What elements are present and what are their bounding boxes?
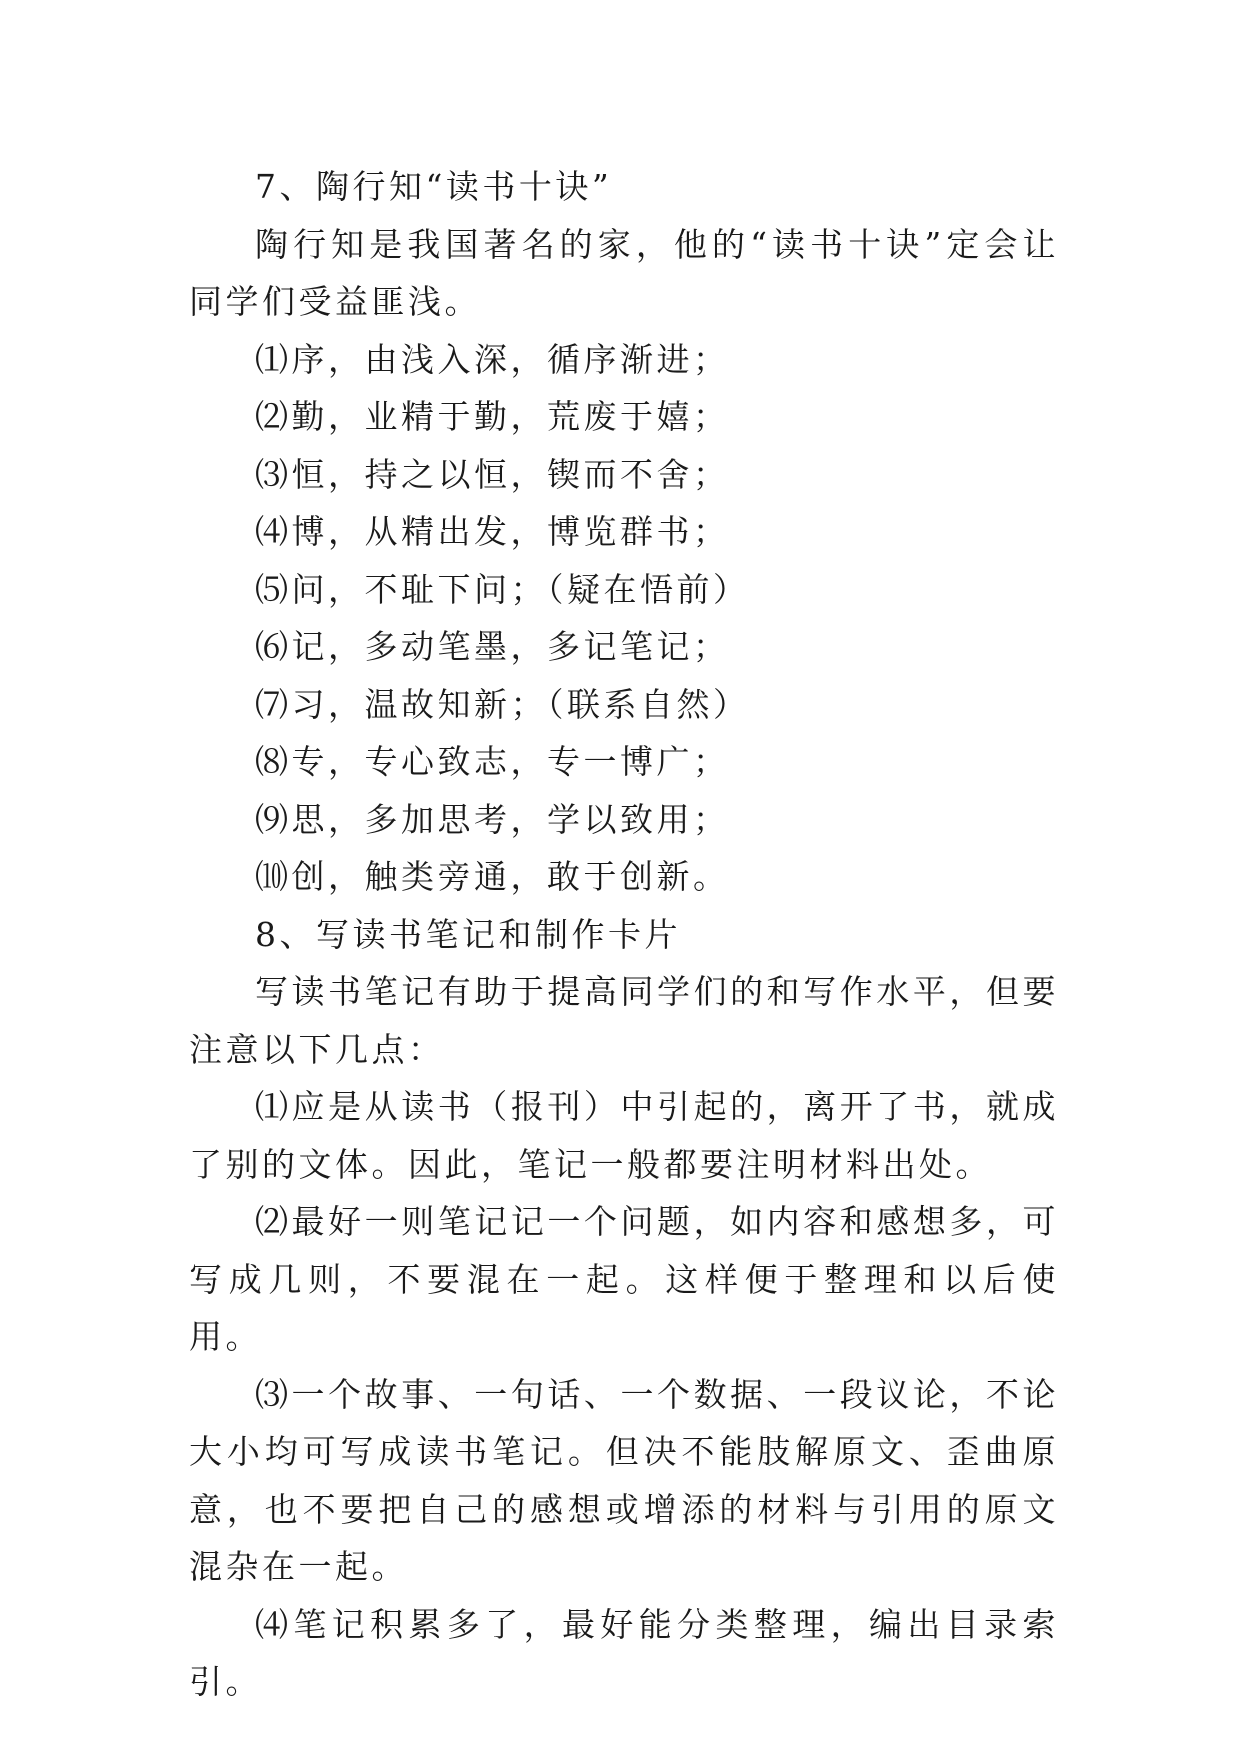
list-item: ⑽创，触类旁通，敢于创新。 bbox=[255, 857, 730, 896]
list-item: ⑼思，多加思考，学以致用； bbox=[255, 799, 730, 839]
list-item: ⑺习，温故知新；（联系自然） bbox=[255, 684, 750, 724]
section-7-intro: 陶行知是我国著名的家，他的“读书十诀”定会让同学们受益匪浅。 bbox=[189, 224, 1059, 321]
list-item: ⑷博，从精出发，博览群书； bbox=[255, 512, 730, 551]
list-item: ⑶一个故事、一句话、一个数据、一段议论，不论大小均可写成读书笔记。但决不能肢解原文、歪曲原意，也不要把自己的感想或增添的材料与引用的原文混杂在一起。 bbox=[189, 1374, 1059, 1586]
section-8-heading: 8、写读书笔记和制作卡片 bbox=[255, 914, 681, 954]
section-7-heading: 7、陶行知“读书十诀” bbox=[255, 167, 613, 206]
list-item: ⑵最好一则笔记记一个问题，如内容和感想多，可写成几则，不要混在一起。这样便于整理和以后使用。 bbox=[189, 1202, 1059, 1356]
list-item: ⑻专，专心致志，专一博广； bbox=[255, 742, 730, 781]
list-item: ⑷笔记积累多了，最好能分类整理，编出目录索引。 bbox=[189, 1604, 1059, 1701]
list-item: ⑴序，由浅入深，循序渐进； bbox=[255, 339, 730, 379]
list-item: ⑴应是从读书（报刊）中引起的，离开了书，就成了别的文体。因此，笔记一般都要注明材料出处。 bbox=[189, 1087, 1059, 1184]
list-item: ⑹记，多动笔墨，多记笔记； bbox=[255, 627, 730, 666]
list-item: ⑸问，不耻下问；（疑在悟前） bbox=[255, 569, 750, 609]
document-body bbox=[189, 158, 1059, 1711]
list-item: ⑶恒，持之以恒，锲而不舍； bbox=[255, 454, 730, 494]
list-item: ⑵勤，业精于勤，荒废于嬉； bbox=[255, 397, 730, 436]
section-8-intro: 写读书笔记有助于提高同学们的和写作水平，但要注意以下几点： bbox=[189, 972, 1059, 1069]
